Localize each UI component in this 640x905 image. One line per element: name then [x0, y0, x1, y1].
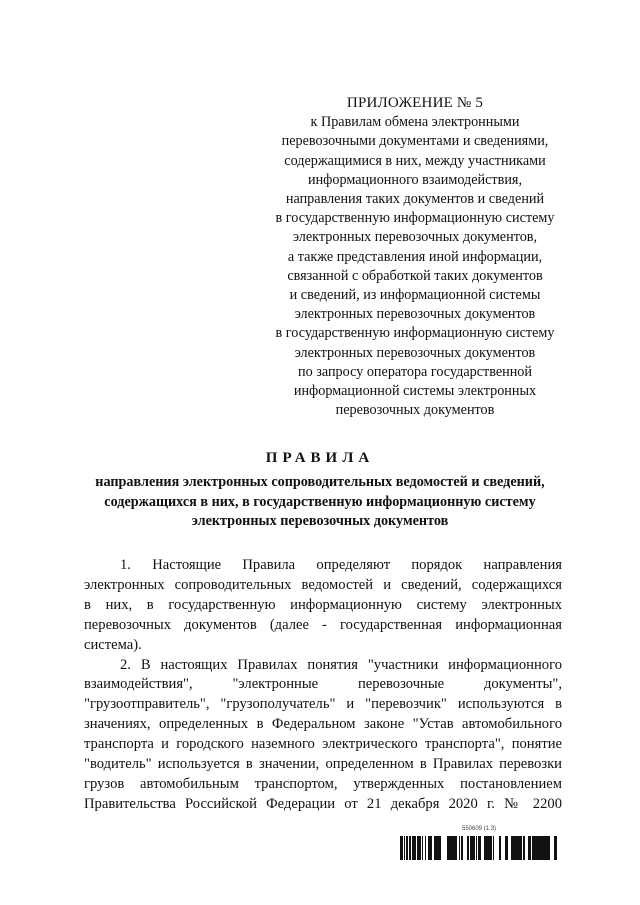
- barcode-bar: [439, 836, 441, 860]
- barcode-bar: [438, 836, 439, 860]
- barcode-bar: [420, 836, 421, 860]
- barcode-bar: [523, 836, 524, 860]
- body-line: транспорта и городского наземного электрического транспорта", понятие: [84, 736, 562, 753]
- barcode-bar: [479, 836, 480, 860]
- body-line: грузов автомобильным транспортом, утвержденных постановлением: [84, 775, 562, 792]
- barcode-bar: [425, 836, 426, 860]
- body-line: перевозочных документов (далее - государственная информационная: [84, 616, 562, 633]
- appendix-line: к Правилам обмена электронными: [310, 114, 520, 131]
- barcode-bar: [554, 836, 556, 860]
- barcode-bar: [542, 836, 543, 860]
- barcode-bar: [490, 836, 491, 860]
- appendix-header: [250, 94, 580, 420]
- document-subtitle: [70, 473, 570, 532]
- barcode-bar: [478, 836, 479, 860]
- barcode-bar: [417, 836, 418, 860]
- body-line: значениях, определенных в Федеральном законе "Устав автомобильного: [84, 716, 562, 733]
- barcode-bar: [476, 836, 477, 860]
- barcode-bar: [400, 836, 401, 860]
- barcode-bar: [435, 836, 436, 860]
- barcode-bar: [449, 836, 450, 860]
- barcode-bar: [480, 836, 481, 860]
- barcode-bar: [533, 836, 534, 860]
- barcode-bar: [521, 836, 522, 860]
- barcode-bar: [505, 836, 508, 860]
- barcode-bar: [412, 836, 414, 860]
- appendix-title: ПРИЛОЖЕНИЕ № 5: [346, 95, 484, 111]
- document-title: ПРАВИЛА: [265, 450, 375, 466]
- appendix-line: информационной системы электронных: [293, 383, 537, 400]
- barcode-bar: [431, 836, 432, 860]
- barcode-bar: [414, 836, 416, 860]
- barcode-bar: [430, 836, 431, 860]
- barcode-bar: [474, 836, 475, 860]
- barcode-bar: [450, 836, 451, 860]
- body-line: электронных сопроводительных ведомостей и сведений, содержащихся: [84, 576, 562, 593]
- appendix-line: и сведений, из информационной системы: [289, 287, 541, 304]
- barcode-bar: [517, 836, 519, 860]
- body-line: взаимодействия", "электронные перевозочные документы",: [84, 676, 562, 693]
- barcode-bar: [454, 836, 456, 860]
- appendix-line: содержащимися в них, между участниками: [284, 152, 546, 169]
- barcode-bar: [499, 836, 501, 860]
- barcode-bar: [470, 836, 472, 860]
- barcode-bar: [556, 836, 557, 860]
- barcode-bar: [519, 836, 521, 860]
- barcode-bar: [451, 836, 454, 860]
- barcode-bar: [404, 836, 405, 860]
- barcode-bar: [473, 836, 474, 860]
- barcode-bar: [529, 836, 531, 860]
- barcode-bar: [528, 836, 529, 860]
- appendix-line: в государственную информационную систему: [275, 210, 555, 227]
- appendix-line: электронных перевозочных документов,: [292, 229, 538, 246]
- appendix-line: перевозочных документов: [335, 402, 495, 419]
- appendix-line: а также представления иной информации,: [287, 248, 543, 265]
- body-line: "водитель" используется в значении, определенном в Правилах перевозки: [84, 756, 562, 773]
- barcode-bar: [468, 836, 469, 860]
- paragraph-1: [84, 556, 562, 656]
- barcode-bar: [516, 836, 517, 860]
- subtitle-line: направления электронных сопроводительных ведомостей и сведений,: [95, 474, 545, 490]
- barcode-bar: [459, 836, 460, 860]
- body-line: Правительства Российской Федерации от 21 декабря 2020 г. № 2200: [84, 795, 562, 812]
- barcode-bar: [537, 836, 539, 860]
- barcode-bar: [493, 836, 494, 860]
- barcode-bar: [487, 836, 489, 860]
- barcode-bar: [461, 836, 463, 860]
- barcode-bar: [524, 836, 525, 860]
- barcode-bar: [472, 836, 473, 860]
- body-line: система).: [84, 636, 142, 653]
- barcode-bar: [486, 836, 487, 860]
- barcode-bar: [541, 836, 542, 860]
- barcode-bar: [410, 836, 411, 860]
- document-stamp: 550609 (1.3): [462, 826, 497, 832]
- barcode-bar: [532, 836, 533, 860]
- barcode-bar: [511, 836, 513, 860]
- body-line: 2. В настоящих Правилах понятия "участники информационного: [120, 656, 562, 673]
- body-line: 1. Настоящие Правила определяют порядок направления: [120, 557, 562, 573]
- barcode-bar: [436, 836, 438, 860]
- barcode-bar: [535, 836, 536, 860]
- barcode-bar: [422, 836, 423, 860]
- barcode-bar: [489, 836, 490, 860]
- barcode-bar: [406, 836, 408, 860]
- barcode-bar: [543, 836, 546, 860]
- document-body: [84, 556, 562, 815]
- body-line: "грузоотправитель", "грузополучатель" и "перевозчик" используются в: [84, 696, 562, 713]
- subtitle-line: содержащихся в них, в государственную информационную систему: [104, 493, 536, 510]
- barcode-bar: [402, 836, 403, 860]
- barcode-bar: [401, 836, 402, 860]
- barcode-bar: [434, 836, 435, 860]
- barcode-bar: [418, 836, 420, 860]
- barcode-bar: [447, 836, 449, 860]
- barcode-bar: [456, 836, 457, 860]
- appendix-line: в государственную информационную систему: [275, 325, 555, 342]
- barcode-bar: [536, 836, 537, 860]
- appendix-line: электронных перевозочных документов: [294, 344, 536, 361]
- appendix-line: направления таких документов и сведений: [285, 191, 545, 208]
- subtitle-line: электронных перевозочных документов: [191, 513, 449, 530]
- appendix-line: связанной с обработкой таких документов: [287, 267, 543, 284]
- body-line: в них, в государственную информационную систему электронных: [84, 596, 562, 613]
- barcode-bar: [467, 836, 468, 860]
- appendix-line: по запросу оператора государственной: [298, 363, 532, 380]
- appendix-line: информационного взаимодействия,: [307, 171, 523, 188]
- barcode: [400, 836, 558, 860]
- appendix-line: электронных перевозочных документов: [294, 306, 536, 323]
- appendix-line: перевозочными документами и сведениями,: [281, 133, 549, 150]
- paragraph-2: [84, 656, 562, 815]
- barcode-bar: [513, 836, 516, 860]
- barcode-bar: [491, 836, 492, 860]
- barcode-bar: [409, 836, 410, 860]
- barcode-bar: [548, 836, 550, 860]
- barcode-bar: [484, 836, 486, 860]
- barcode-bar: [539, 836, 541, 860]
- barcode-bar: [534, 836, 535, 860]
- barcode-bar: [428, 836, 430, 860]
- barcode-bar: [547, 836, 548, 860]
- barcode-bar: [546, 836, 547, 860]
